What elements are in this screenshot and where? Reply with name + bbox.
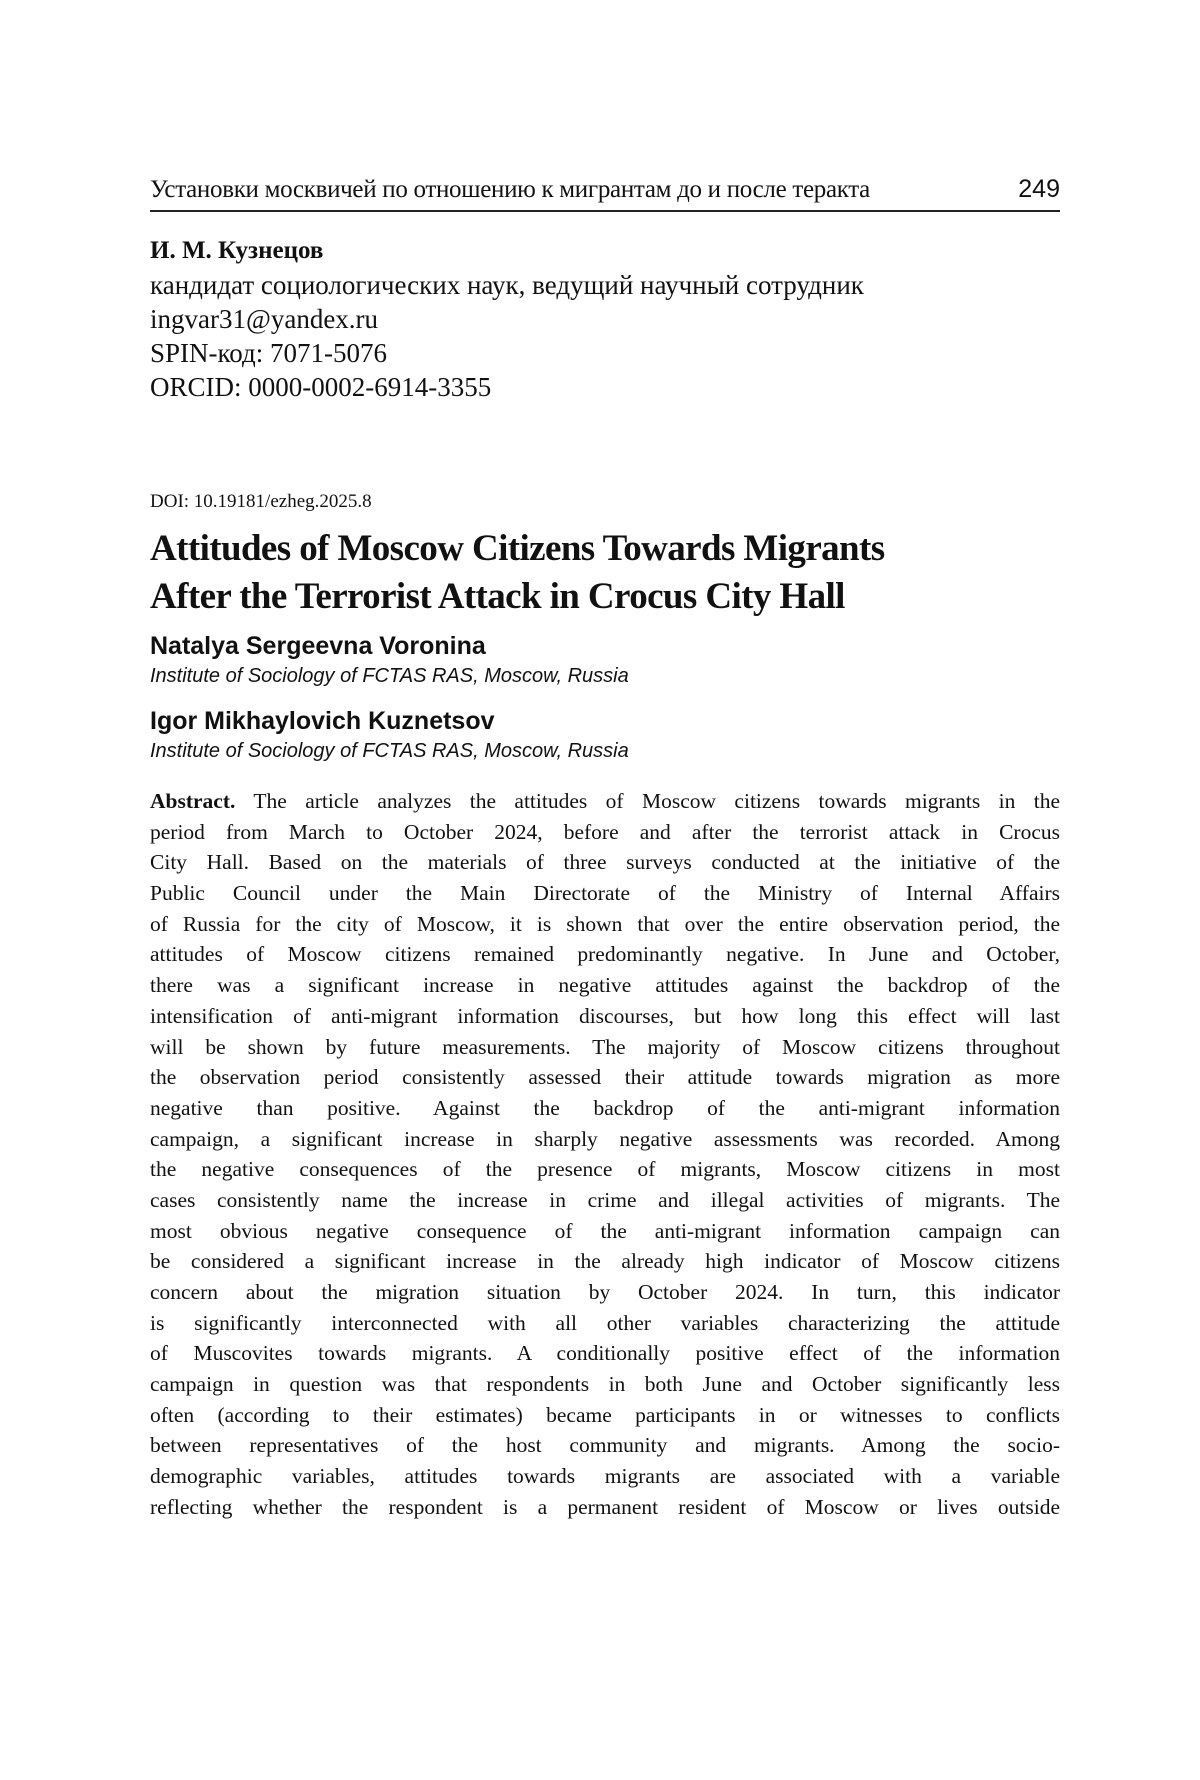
author-spin: SPIN-код: 7071-5076: [150, 338, 387, 368]
author-name: Igor Mikhaylovich Kuznetsov: [150, 707, 495, 735]
abstract-line: reflecting whether the respondent is a permanent resident of Moscow or lives outside: [150, 1494, 1060, 1519]
abstract-line: be considered a significant increase in the already high indicator of Moscow citizens: [150, 1249, 1060, 1274]
abstract-line: there was a significant increase in negative attitudes against the backdrop of the: [150, 973, 1060, 998]
abstract-text: The article analyzes the attitudes of Moscow citizens towards migrants in the: [235, 789, 1060, 813]
abstract-line: the negative consequences of the presence of migrants, Moscow citizens in most: [150, 1157, 1060, 1182]
abstract-line: City Hall. Based on the materials of three surveys conducted at the initiative of the: [150, 850, 1060, 875]
abstract-line: intensification of anti-migrant information discourses, but how long this effect will last: [150, 1003, 1060, 1028]
abstract-line: [150, 786, 1060, 817]
abstract-line: Public Council under the Main Directorate of the Ministry of Internal Affairs: [150, 881, 1060, 906]
abstract-line: cases consistently name the increase in crime and illegal activities of migrants. The: [150, 1187, 1060, 1212]
author-info-ru: [150, 234, 1060, 404]
abstract-line: will be shown by future measurements. The majority of Moscow citizens throughout: [150, 1034, 1060, 1059]
page-number: 249: [1018, 175, 1060, 203]
author-name: Natalya Sergeevna Voronina: [150, 632, 486, 660]
abstract-line: of Russia for the city of Moscow, it is shown that over the entire observation period, the: [150, 911, 1060, 936]
author-affiliation: Institute of Sociology of FCTAS RAS, Moscow, Russia: [150, 740, 629, 762]
abstract: [150, 786, 1060, 1523]
journal-page: [150, 0, 1060, 1780]
abstract-line: often (according to their estimates) became participants in or witnesses to conflicts: [150, 1402, 1060, 1427]
article-title-line: After the Terrorist Attack in Crocus City Hall: [150, 576, 845, 617]
abstract-line: attitudes of Moscow citizens remained predominantly negative. In June and October,: [150, 942, 1060, 967]
author-entry: [150, 705, 1060, 765]
abstract-line: is significantly interconnected with all other variables characterizing the attitude: [150, 1310, 1060, 1335]
article-title-line: Attitudes of Moscow Citizens Towards Migrants: [150, 528, 885, 569]
abstract-line: demographic variables, attitudes towards migrants are associated with a variable: [150, 1464, 1060, 1489]
article-title: [150, 525, 1060, 621]
author-orcid: ORCID: 0000-0002-6914-3355: [150, 372, 492, 402]
running-head-title: Установки москвичей по отношению к мигрантам до и после теракта: [150, 176, 870, 203]
abstract-line: between representatives of the host community and migrants. Among the socio-: [150, 1433, 1060, 1458]
author-name-ru: И. М. Кузнецов: [150, 237, 324, 264]
abstract-line: campaign, a significant increase in sharply negative assessments was recorded. Among: [150, 1126, 1060, 1151]
abstract-line: most obvious negative consequence of the anti-migrant information campaign can: [150, 1218, 1060, 1243]
doi[interactable]: DOI: 10.19181/ezheg.2025.8: [150, 491, 372, 512]
abstract-line: concern about the migration situation by October 2024. In turn, this indicator: [150, 1280, 1060, 1304]
running-head: [150, 168, 1060, 212]
abstract-line: campaign in question was that respondents in both June and October significantly less: [150, 1372, 1060, 1397]
author-degree: кандидат социологических наук, ведущий научный сотрудник: [150, 270, 864, 300]
abstract-line: period from March to October 2024, before and after the terrorist attack in Crocus: [150, 819, 1060, 844]
abstract-line: negative than positive. Against the backdrop of the anti-migrant information: [150, 1095, 1060, 1120]
abstract-label: Abstract.: [150, 789, 236, 813]
author-email[interactable]: ingvar31@yandex.ru: [150, 304, 379, 334]
author-affiliation: Institute of Sociology of FCTAS RAS, Moscow, Russia: [150, 665, 629, 687]
abstract-line: of Muscovites towards migrants. A conditionally positive effect of the information: [150, 1341, 1060, 1366]
author-entry: [150, 630, 1060, 690]
abstract-line: the observation period consistently assessed their attitude towards migration as more: [150, 1065, 1060, 1090]
